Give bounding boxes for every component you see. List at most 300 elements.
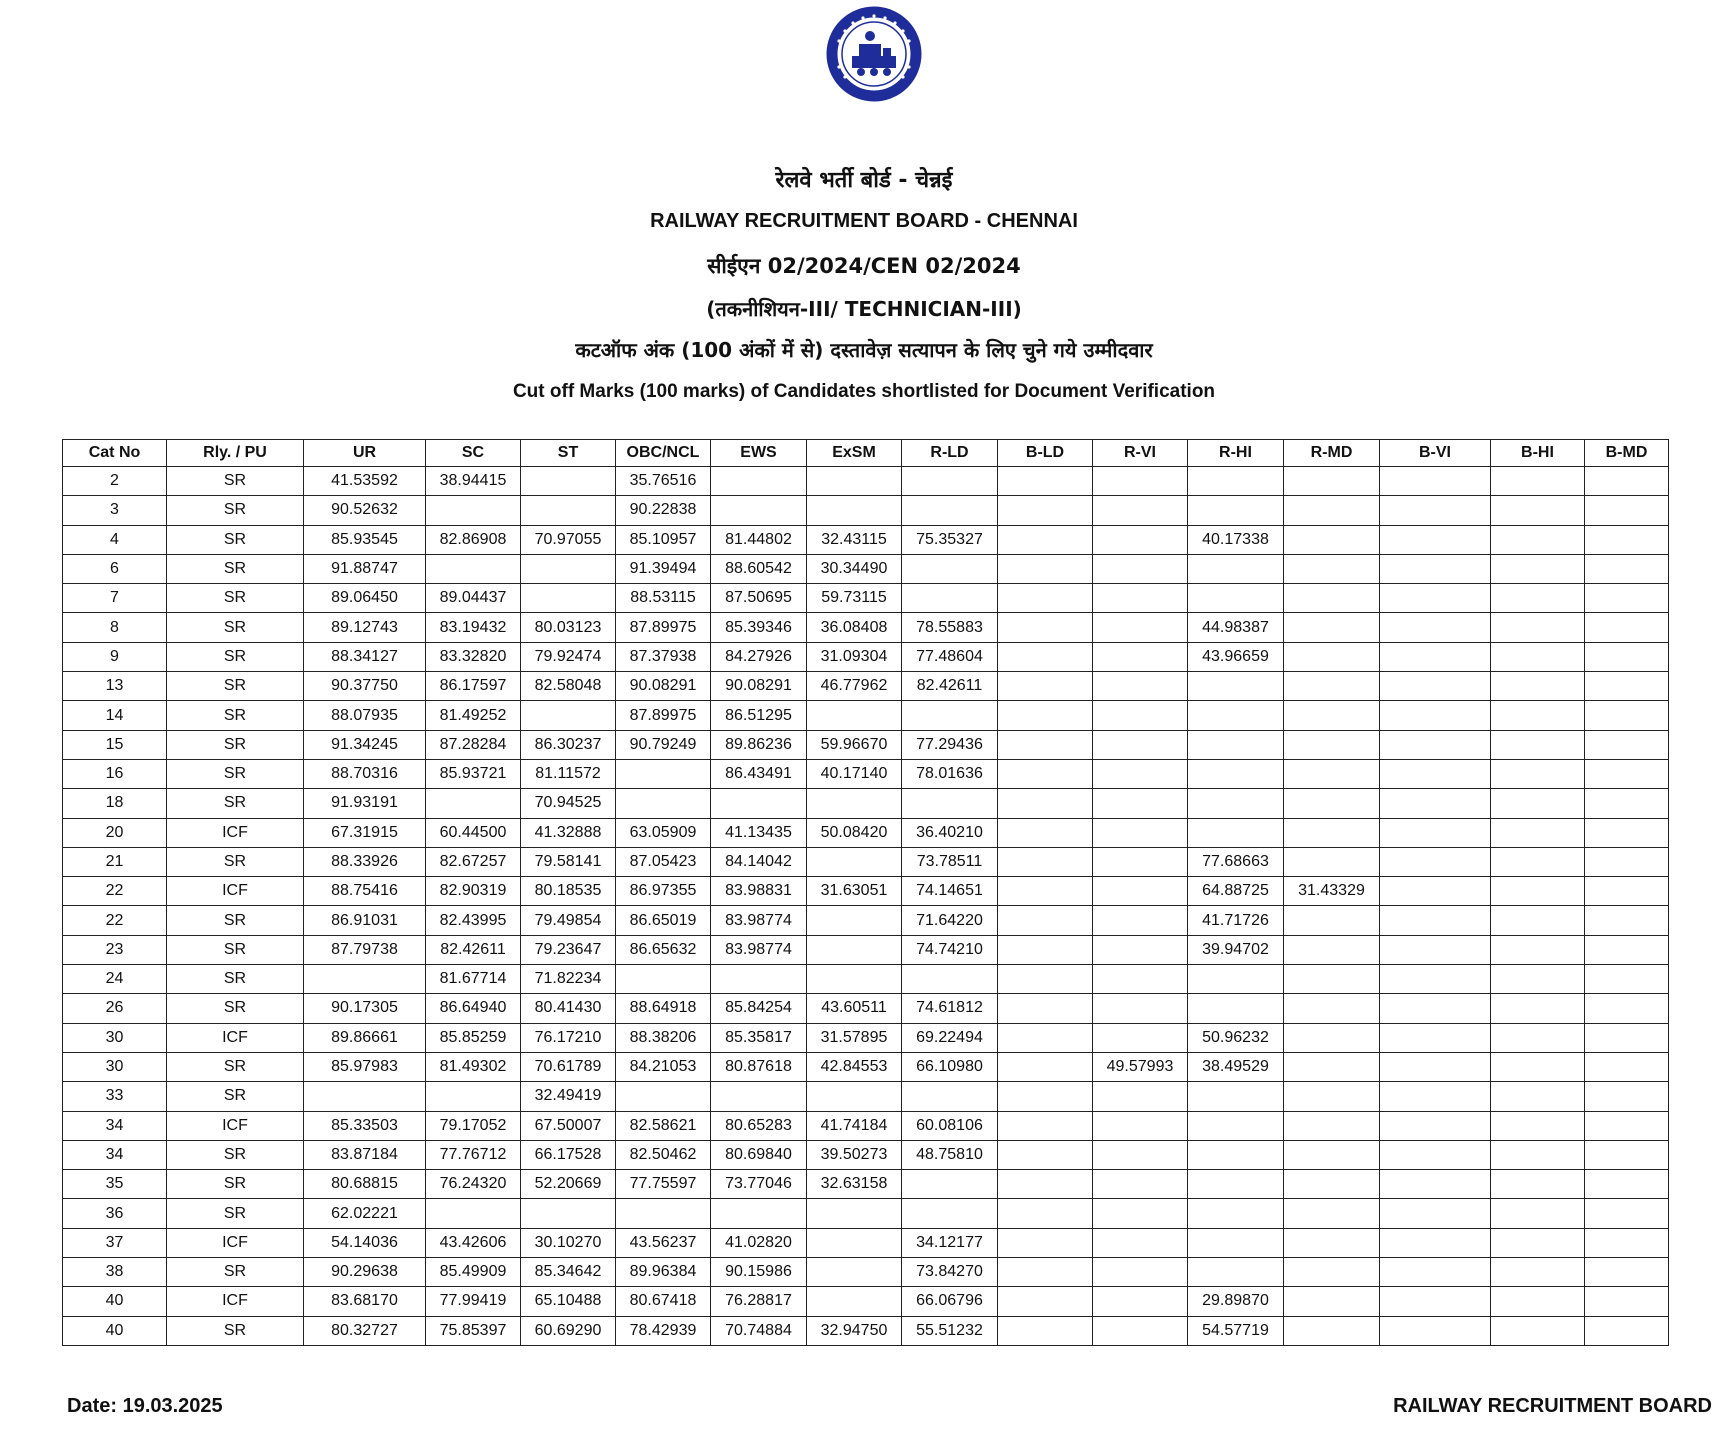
table-cell — [998, 1258, 1093, 1287]
table-cell: SR — [167, 642, 304, 671]
table-cell — [1188, 1258, 1284, 1287]
table-cell: 50.96232 — [1188, 1023, 1284, 1052]
table-row — [63, 1140, 1669, 1169]
table-cell — [1188, 1140, 1284, 1169]
table-cell: 90.52632 — [304, 496, 426, 525]
table-cell: 35 — [63, 1170, 167, 1199]
table-cell — [1380, 672, 1491, 701]
signatory: RAILWAY RECRUITMENT BOARD — [1393, 1395, 1712, 1417]
table-cell: 32.49419 — [521, 1082, 616, 1111]
table-row — [63, 994, 1669, 1023]
table-cell — [1093, 584, 1188, 613]
table-cell: 86.51295 — [711, 701, 807, 730]
table-cell: 82.50462 — [616, 1140, 711, 1169]
table-cell: ICF — [167, 1228, 304, 1257]
table-cell — [1380, 789, 1491, 818]
table-cell — [1093, 730, 1188, 759]
table-cell: SR — [167, 1258, 304, 1287]
table-cell: 59.73115 — [807, 584, 902, 613]
table-cell — [1380, 1023, 1491, 1052]
table-cell: 85.10957 — [616, 525, 711, 554]
table-cell — [1380, 906, 1491, 935]
table-cell: 38 — [63, 1258, 167, 1287]
table-cell — [1380, 1228, 1491, 1257]
table-cell: 42.84553 — [807, 1052, 902, 1081]
table-cell — [521, 467, 616, 496]
table-cell — [1284, 965, 1380, 994]
table-cell: 81.11572 — [521, 759, 616, 788]
table-row — [63, 467, 1669, 496]
table-cell: ICF — [167, 1111, 304, 1140]
table-cell — [1585, 1023, 1669, 1052]
table-cell: 65.10488 — [521, 1287, 616, 1316]
table-cell: 8 — [63, 613, 167, 642]
table-cell: 91.88747 — [304, 554, 426, 583]
table-cell — [1093, 642, 1188, 671]
table-cell — [998, 701, 1093, 730]
table-row — [63, 789, 1669, 818]
table-cell — [1284, 701, 1380, 730]
table-cell: 82.42611 — [426, 935, 521, 964]
table-cell: 82.86908 — [426, 525, 521, 554]
table-cell: SR — [167, 789, 304, 818]
table-cell — [1491, 1111, 1585, 1140]
table-row — [63, 554, 1669, 583]
table-cell — [1380, 759, 1491, 788]
table-cell: 88.60542 — [711, 554, 807, 583]
table-cell: SR — [167, 496, 304, 525]
indian-railways-logo — [819, 6, 929, 102]
table-cell: ICF — [167, 877, 304, 906]
table-cell — [998, 935, 1093, 964]
table-cell — [1093, 525, 1188, 554]
table-cell — [1491, 525, 1585, 554]
table-cell: 46.77962 — [807, 672, 902, 701]
table-cell: 75.85397 — [426, 1316, 521, 1345]
table-cell — [1093, 847, 1188, 876]
table-cell: 76.28817 — [711, 1287, 807, 1316]
table-cell: 90.79249 — [616, 730, 711, 759]
table-cell: SR — [167, 965, 304, 994]
railways-emblem-icon — [819, 6, 929, 102]
table-cell: 36.08408 — [807, 613, 902, 642]
table-row — [63, 818, 1669, 847]
table-cell: 90.22838 — [616, 496, 711, 525]
table-cell — [1380, 1199, 1491, 1228]
table-cell: 70.94525 — [521, 789, 616, 818]
table-cell: 80.67418 — [616, 1287, 711, 1316]
table-cell — [998, 965, 1093, 994]
table-cell: 88.33926 — [304, 847, 426, 876]
table-cell: SR — [167, 554, 304, 583]
table-cell — [902, 701, 998, 730]
table-cell — [1093, 906, 1188, 935]
table-cell — [1188, 1199, 1284, 1228]
table-cell: 43.56237 — [616, 1228, 711, 1257]
table-cell — [1093, 789, 1188, 818]
table-cell — [1093, 613, 1188, 642]
table-cell: 85.39346 — [711, 613, 807, 642]
table-cell — [1284, 1052, 1380, 1081]
table-cell — [1093, 1170, 1188, 1199]
table-cell: 80.41430 — [521, 994, 616, 1023]
table-cell: 67.31915 — [304, 818, 426, 847]
table-cell — [1585, 672, 1669, 701]
table-cell — [1491, 789, 1585, 818]
table-cell — [1188, 789, 1284, 818]
table-cell: 38.49529 — [1188, 1052, 1284, 1081]
table-cell: 67.50007 — [521, 1111, 616, 1140]
table-row — [63, 1023, 1669, 1052]
table-cell: 88.07935 — [304, 701, 426, 730]
table-cell: 39.50273 — [807, 1140, 902, 1169]
subtitle-english: Cut off Marks (100 marks) of Candidates shortlisted for Document Verification — [512, 381, 1216, 402]
table-cell: 41.71726 — [1188, 906, 1284, 935]
column-header: B-LD — [998, 440, 1093, 467]
table-cell: 79.23647 — [521, 935, 616, 964]
table-cell: 87.28284 — [426, 730, 521, 759]
table-cell: 30 — [63, 1052, 167, 1081]
table-cell — [1093, 554, 1188, 583]
table-cell — [1491, 554, 1585, 583]
table-cell: 14 — [63, 701, 167, 730]
table-cell: 30.34490 — [807, 554, 902, 583]
table-cell — [1380, 467, 1491, 496]
table-cell: 86.43491 — [711, 759, 807, 788]
table-cell — [711, 1082, 807, 1111]
table-cell: 80.87618 — [711, 1052, 807, 1081]
table-cell: 76.17210 — [521, 1023, 616, 1052]
table-cell: 88.38206 — [616, 1023, 711, 1052]
table-cell — [902, 1082, 998, 1111]
table-cell — [1093, 759, 1188, 788]
table-cell: 79.58141 — [521, 847, 616, 876]
table-cell: 86.65632 — [616, 935, 711, 964]
table-cell — [1093, 496, 1188, 525]
table-cell — [426, 789, 521, 818]
table-cell: 49.57993 — [1093, 1052, 1188, 1081]
table-cell: 31.43329 — [1284, 877, 1380, 906]
column-header: R-LD — [902, 440, 998, 467]
table-cell — [807, 935, 902, 964]
table-cell — [1284, 1082, 1380, 1111]
table-cell — [1491, 877, 1585, 906]
table-cell: 23 — [63, 935, 167, 964]
table-cell — [1491, 496, 1585, 525]
table-cell — [1491, 584, 1585, 613]
table-cell — [1093, 994, 1188, 1023]
table-row — [63, 965, 1669, 994]
table-cell — [1188, 496, 1284, 525]
table-cell — [1585, 818, 1669, 847]
table-cell: 82.42611 — [902, 672, 998, 701]
table-cell — [1188, 994, 1284, 1023]
table-cell: 86.97355 — [616, 877, 711, 906]
table-row — [63, 642, 1669, 671]
column-header: SC — [426, 440, 521, 467]
table-cell: 34.12177 — [902, 1228, 998, 1257]
table-body — [63, 467, 1669, 1346]
table-cell — [1284, 496, 1380, 525]
table-cell — [1491, 701, 1585, 730]
table-cell: 90.08291 — [616, 672, 711, 701]
table-cell: 40 — [63, 1316, 167, 1345]
table-cell: 78.01636 — [902, 759, 998, 788]
table-cell — [521, 496, 616, 525]
table-cell — [1284, 1287, 1380, 1316]
table-cell — [1585, 1111, 1669, 1140]
table-cell — [304, 1082, 426, 1111]
table-cell: 80.65283 — [711, 1111, 807, 1140]
table-cell — [1585, 554, 1669, 583]
table-row — [63, 672, 1669, 701]
table-cell — [998, 730, 1093, 759]
table-cell — [1585, 701, 1669, 730]
table-cell — [1188, 1170, 1284, 1199]
table-cell: 43.60511 — [807, 994, 902, 1023]
table-cell: 54.14036 — [304, 1228, 426, 1257]
table-cell: 70.61789 — [521, 1052, 616, 1081]
table-cell — [1491, 1140, 1585, 1169]
table-cell: SR — [167, 701, 304, 730]
table-cell — [711, 965, 807, 994]
table-cell — [1380, 877, 1491, 906]
table-cell — [1380, 935, 1491, 964]
table-cell: 90.15986 — [711, 1258, 807, 1287]
table-cell: 84.27926 — [711, 642, 807, 671]
table-cell: 86.91031 — [304, 906, 426, 935]
table-cell — [807, 701, 902, 730]
table-cell: 32.94750 — [807, 1316, 902, 1345]
cutoff-marks-table — [62, 439, 1669, 1346]
table-cell: 77.99419 — [426, 1287, 521, 1316]
table-cell: 80.32727 — [304, 1316, 426, 1345]
table-cell — [1284, 994, 1380, 1023]
board-name-hindi: रेलवे भर्ती बोर्ड - चेन्नई — [775, 168, 953, 193]
table-cell — [1284, 1170, 1380, 1199]
table-cell — [1585, 877, 1669, 906]
table-cell: 87.89975 — [616, 701, 711, 730]
table-cell: 50.08420 — [807, 818, 902, 847]
table-cell — [1380, 1111, 1491, 1140]
table-cell: SR — [167, 1170, 304, 1199]
table-cell — [807, 1199, 902, 1228]
table-cell: 69.22494 — [902, 1023, 998, 1052]
table-cell — [1093, 1287, 1188, 1316]
table-cell: 41.53592 — [304, 467, 426, 496]
table-cell — [1491, 965, 1585, 994]
table-cell — [998, 1287, 1093, 1316]
table-header-row — [63, 440, 1669, 467]
table-cell — [998, 1111, 1093, 1140]
table-row — [63, 584, 1669, 613]
table-cell: 85.34642 — [521, 1258, 616, 1287]
table-cell — [1380, 701, 1491, 730]
table-cell: 41.02820 — [711, 1228, 807, 1257]
table-cell — [1093, 672, 1188, 701]
table-cell: 59.96670 — [807, 730, 902, 759]
table-cell — [1188, 701, 1284, 730]
table-cell — [807, 1082, 902, 1111]
table-cell: 91.93191 — [304, 789, 426, 818]
table-cell — [1585, 1287, 1669, 1316]
table-cell: 85.97983 — [304, 1052, 426, 1081]
table-cell — [711, 789, 807, 818]
table-cell — [998, 877, 1093, 906]
column-header: Cat No — [63, 440, 167, 467]
table-cell — [1284, 525, 1380, 554]
table-cell: 79.92474 — [521, 642, 616, 671]
table-cell — [1585, 847, 1669, 876]
table-cell — [1585, 759, 1669, 788]
table-cell: 78.55883 — [902, 613, 998, 642]
table-cell — [1585, 994, 1669, 1023]
table-cell: 31.09304 — [807, 642, 902, 671]
table-cell: 21 — [63, 847, 167, 876]
table-cell: 86.64940 — [426, 994, 521, 1023]
table-cell — [998, 906, 1093, 935]
column-header: EWS — [711, 440, 807, 467]
table-cell — [1380, 496, 1491, 525]
table-cell — [1585, 1052, 1669, 1081]
table-cell: 85.49909 — [426, 1258, 521, 1287]
table-cell: SR — [167, 1140, 304, 1169]
table-cell — [304, 965, 426, 994]
table-cell — [1380, 730, 1491, 759]
table-cell: 89.86661 — [304, 1023, 426, 1052]
table-cell — [1491, 672, 1585, 701]
table-cell — [1491, 467, 1585, 496]
table-cell — [1380, 994, 1491, 1023]
table-cell — [1380, 1140, 1491, 1169]
table-cell: 54.57719 — [1188, 1316, 1284, 1345]
table-cell — [998, 496, 1093, 525]
table-cell — [1585, 1170, 1669, 1199]
publication-date: Date: 19.03.2025 — [67, 1395, 223, 1417]
table-cell — [998, 584, 1093, 613]
table-cell: 82.67257 — [426, 847, 521, 876]
table-cell — [902, 496, 998, 525]
table-cell: 89.04437 — [426, 584, 521, 613]
table-cell — [1188, 730, 1284, 759]
table-cell — [1491, 759, 1585, 788]
table-cell: 40 — [63, 1287, 167, 1316]
table-cell: 74.14651 — [902, 877, 998, 906]
table-cell: 77.76712 — [426, 1140, 521, 1169]
table-cell: 40.17140 — [807, 759, 902, 788]
table-cell — [1093, 1228, 1188, 1257]
table-cell: 89.86236 — [711, 730, 807, 759]
table-cell: SR — [167, 935, 304, 964]
table-cell: 83.32820 — [426, 642, 521, 671]
table-cell — [1284, 554, 1380, 583]
table-cell: 41.13435 — [711, 818, 807, 847]
table-cell — [1585, 1082, 1669, 1111]
table-cell — [1284, 1228, 1380, 1257]
table-cell: 36 — [63, 1199, 167, 1228]
table-cell: 35.76516 — [616, 467, 711, 496]
table-cell: 64.88725 — [1188, 877, 1284, 906]
table-cell — [1188, 759, 1284, 788]
column-header: Rly. / PU — [167, 440, 304, 467]
table-cell: 22 — [63, 877, 167, 906]
table-row — [63, 1287, 1669, 1316]
table-cell: 87.50695 — [711, 584, 807, 613]
table-cell — [1284, 1258, 1380, 1287]
table-row — [63, 1199, 1669, 1228]
table-cell: 83.87184 — [304, 1140, 426, 1169]
table-cell — [1284, 847, 1380, 876]
table-cell: 63.05909 — [616, 818, 711, 847]
table-cell — [1284, 672, 1380, 701]
table-cell — [1491, 935, 1585, 964]
table-cell: 82.58048 — [521, 672, 616, 701]
table-row — [63, 847, 1669, 876]
table-cell — [1284, 642, 1380, 671]
table-cell: 73.78511 — [902, 847, 998, 876]
column-header: B-VI — [1380, 440, 1491, 467]
table-cell: 85.84254 — [711, 994, 807, 1023]
table-cell — [1380, 847, 1491, 876]
table-cell — [1093, 1023, 1188, 1052]
table-cell: SR — [167, 994, 304, 1023]
table-cell — [1093, 1140, 1188, 1169]
table-cell: SR — [167, 1052, 304, 1081]
table-cell — [1491, 847, 1585, 876]
table-cell — [1585, 965, 1669, 994]
subtitle-hindi: कटऑफ अंक (100 अंकों में से) दस्तावेज़ सत्यापन के लिए चुने गये उम्मीदवार — [575, 338, 1153, 362]
column-header: B-MD — [1585, 440, 1669, 467]
table-cell: 36.40210 — [902, 818, 998, 847]
table-cell — [1585, 642, 1669, 671]
table-cell: 79.49854 — [521, 906, 616, 935]
table-cell — [711, 1199, 807, 1228]
table-cell — [998, 642, 1093, 671]
table-cell: SR — [167, 672, 304, 701]
table-cell — [521, 701, 616, 730]
table-cell — [1188, 467, 1284, 496]
table-cell: SR — [167, 906, 304, 935]
table-cell — [1491, 1052, 1585, 1081]
column-header: ExSM — [807, 440, 902, 467]
table-cell: 75.35327 — [902, 525, 998, 554]
table-cell — [616, 1082, 711, 1111]
table-row — [63, 759, 1669, 788]
table-cell — [998, 1052, 1093, 1081]
table-cell: 77.48604 — [902, 642, 998, 671]
table-cell: 20 — [63, 818, 167, 847]
table-cell — [1284, 906, 1380, 935]
table-cell: 66.10980 — [902, 1052, 998, 1081]
table-cell: 80.18535 — [521, 877, 616, 906]
table-cell: 89.12743 — [304, 613, 426, 642]
table-row — [63, 701, 1669, 730]
column-header: B-HI — [1491, 440, 1585, 467]
table-cell: 22 — [63, 906, 167, 935]
table-cell — [1585, 1228, 1669, 1257]
table-cell: 91.34245 — [304, 730, 426, 759]
table-cell — [1491, 1287, 1585, 1316]
table-cell: 83.68170 — [304, 1287, 426, 1316]
table-cell — [1380, 525, 1491, 554]
table-cell: 48.75810 — [902, 1140, 998, 1169]
table-cell — [1585, 935, 1669, 964]
table-cell — [998, 1082, 1093, 1111]
table-cell: 90.37750 — [304, 672, 426, 701]
table-cell — [1491, 1082, 1585, 1111]
table-cell — [998, 1316, 1093, 1345]
table-cell — [1284, 935, 1380, 964]
